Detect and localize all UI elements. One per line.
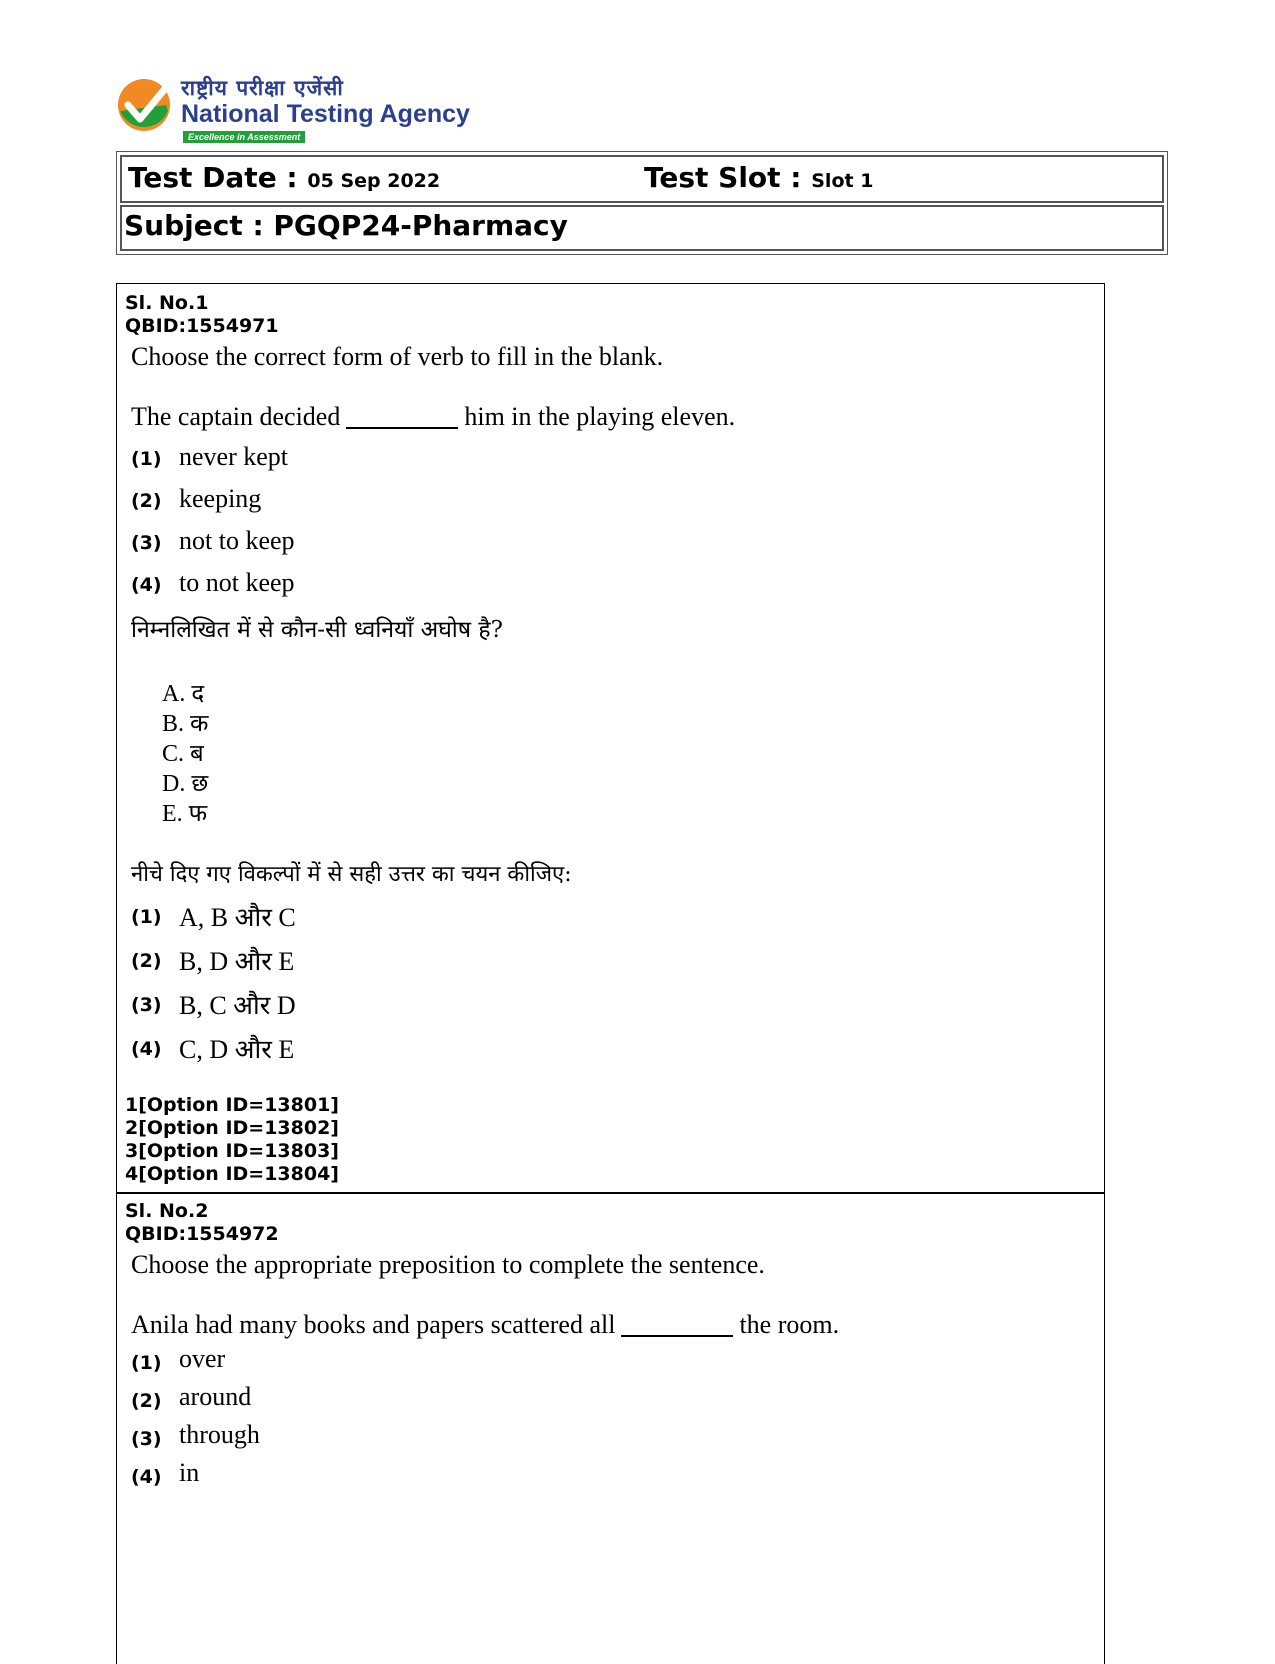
question-divider: [117, 1192, 1104, 1194]
option-text: B, D और E: [179, 947, 295, 976]
qbid: QBID:1554972: [125, 1223, 279, 1245]
list-item: B. क: [162, 711, 209, 737]
subject-label: Subject : PGQP24-Pharmacy: [124, 209, 568, 242]
list-item: D. छ: [162, 771, 209, 797]
qbid: QBID:1554971: [125, 315, 279, 337]
hindi-instruction: नीचे दिए गए विकल्पों में से सही उत्तर का चयन कीजिए:: [131, 862, 572, 887]
option-text: A, B और C: [179, 903, 296, 932]
sentence-before: The captain decided: [131, 402, 341, 431]
option-number: (2): [131, 1390, 162, 1412]
option-number: (3): [131, 532, 162, 554]
sentence-before: Anila had many books and papers scattered all: [131, 1310, 616, 1339]
question-prompt: Choose the correct form of verb to fill in the blank.: [131, 342, 664, 371]
option-id: 1[Option ID=13801]: [125, 1094, 339, 1116]
test-slot-value: Slot 1: [811, 170, 874, 192]
option-id: 4[Option ID=13804]: [125, 1163, 339, 1185]
option-text: in: [179, 1458, 200, 1487]
list-item: A. द: [162, 681, 205, 707]
option-number: (3): [131, 994, 162, 1016]
option-text: B, C और D: [179, 991, 296, 1020]
subject-row: [120, 205, 1164, 251]
test-date-label: Test Date :: [128, 161, 298, 194]
option-number: (1): [131, 906, 162, 928]
sl-no: Sl. No.1: [125, 292, 209, 314]
option-id: 2[Option ID=13802]: [125, 1117, 339, 1139]
hindi-prompt: निम्नलिखित में से कौन-सी ध्वनियाँ अघोष है?: [131, 617, 503, 643]
option-number: (4): [131, 574, 162, 596]
test-slot: [644, 161, 873, 194]
option-number: (3): [131, 1428, 162, 1450]
option-text: through: [179, 1420, 260, 1449]
option-text: C, D और E: [179, 1035, 295, 1064]
check-logo-icon: [116, 77, 172, 133]
option-text: not to keep: [179, 526, 295, 555]
test-date: [128, 161, 440, 194]
option-number: (2): [131, 950, 162, 972]
question-sentence: [131, 402, 735, 432]
list-item: C. ब: [162, 741, 204, 767]
logo-english-text: National Testing Agency: [181, 100, 470, 128]
blank-line: [346, 427, 458, 429]
option-number: (1): [131, 448, 162, 470]
logo-hindi-text: राष्ट्रीय परीक्षा एजेंसी: [181, 76, 344, 100]
test-slot-label: Test Slot :: [644, 161, 802, 194]
option-number: (4): [131, 1466, 162, 1488]
option-text: to not keep: [179, 568, 295, 597]
option-text: never kept: [179, 442, 289, 471]
option-number: (1): [131, 1352, 162, 1374]
test-info-row: [120, 155, 1164, 203]
sl-no: Sl. No.2: [125, 1200, 209, 1222]
logo-tagline: Excellence in Assessment: [183, 131, 305, 143]
test-header: [116, 151, 1168, 255]
sentence-after: him in the playing eleven.: [464, 402, 736, 431]
sentence-after: the room.: [739, 1310, 840, 1339]
option-text: around: [179, 1382, 252, 1411]
nta-logo: [116, 74, 476, 144]
questions-box: [116, 283, 1105, 1664]
option-text: over: [179, 1344, 226, 1373]
option-number: (2): [131, 490, 162, 512]
option-text: keeping: [179, 484, 262, 513]
test-date-value: 05 Sep 2022: [307, 170, 441, 192]
list-item: E. फ: [162, 801, 208, 827]
question-sentence: [131, 1310, 839, 1340]
option-number: (4): [131, 1038, 162, 1060]
option-id: 3[Option ID=13803]: [125, 1140, 339, 1162]
blank-line: [621, 1335, 733, 1337]
question-prompt: Choose the appropriate preposition to complete the sentence.: [131, 1250, 765, 1279]
